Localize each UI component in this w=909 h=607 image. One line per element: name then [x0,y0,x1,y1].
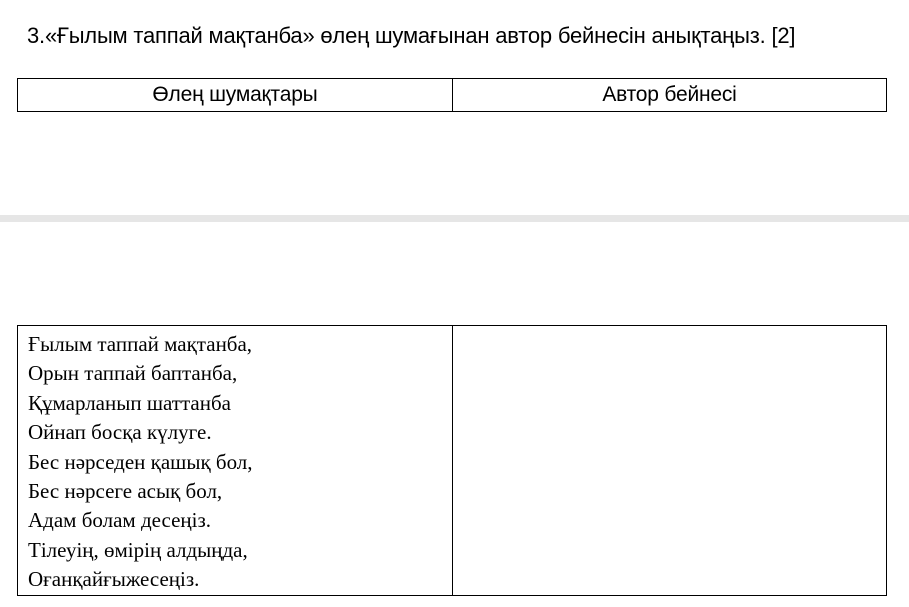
author-image-answer-cell[interactable] [453,326,887,596]
question-text: 3.«Ғылым таппай мақтанба» өлең шумағынан автор бейнесін анықтаңыз. [2] [27,23,796,48]
header-author-image: Автор бейнесі [453,79,887,112]
table-header [17,78,887,112]
header-poem-verses: Өлең шумақтары [18,79,453,112]
poem-line: Ойнап босқа күлуге. [28,420,212,445]
answer-table [17,325,887,596]
poem-line: Ғылым таппай мақтанба, [28,332,253,356]
poem-cell [18,326,453,596]
poem-line: Бес нәрсеге асық бол, [28,479,223,504]
poem-text [18,326,452,595]
poem-line: Орын таппай баптанба, [28,361,238,386]
poem-line: Бес нәрседен қашық бол, [28,449,253,474]
poem-line: Құмарланып шаттанба [28,390,231,415]
poem-line: Адам болам десеңіз. [28,508,212,533]
page-separator [0,215,909,222]
poem-line: Оғанқайғыжесеңіз. [28,567,200,592]
poem-line: Тілеуің, өмірің алдыңда, [28,537,248,562]
